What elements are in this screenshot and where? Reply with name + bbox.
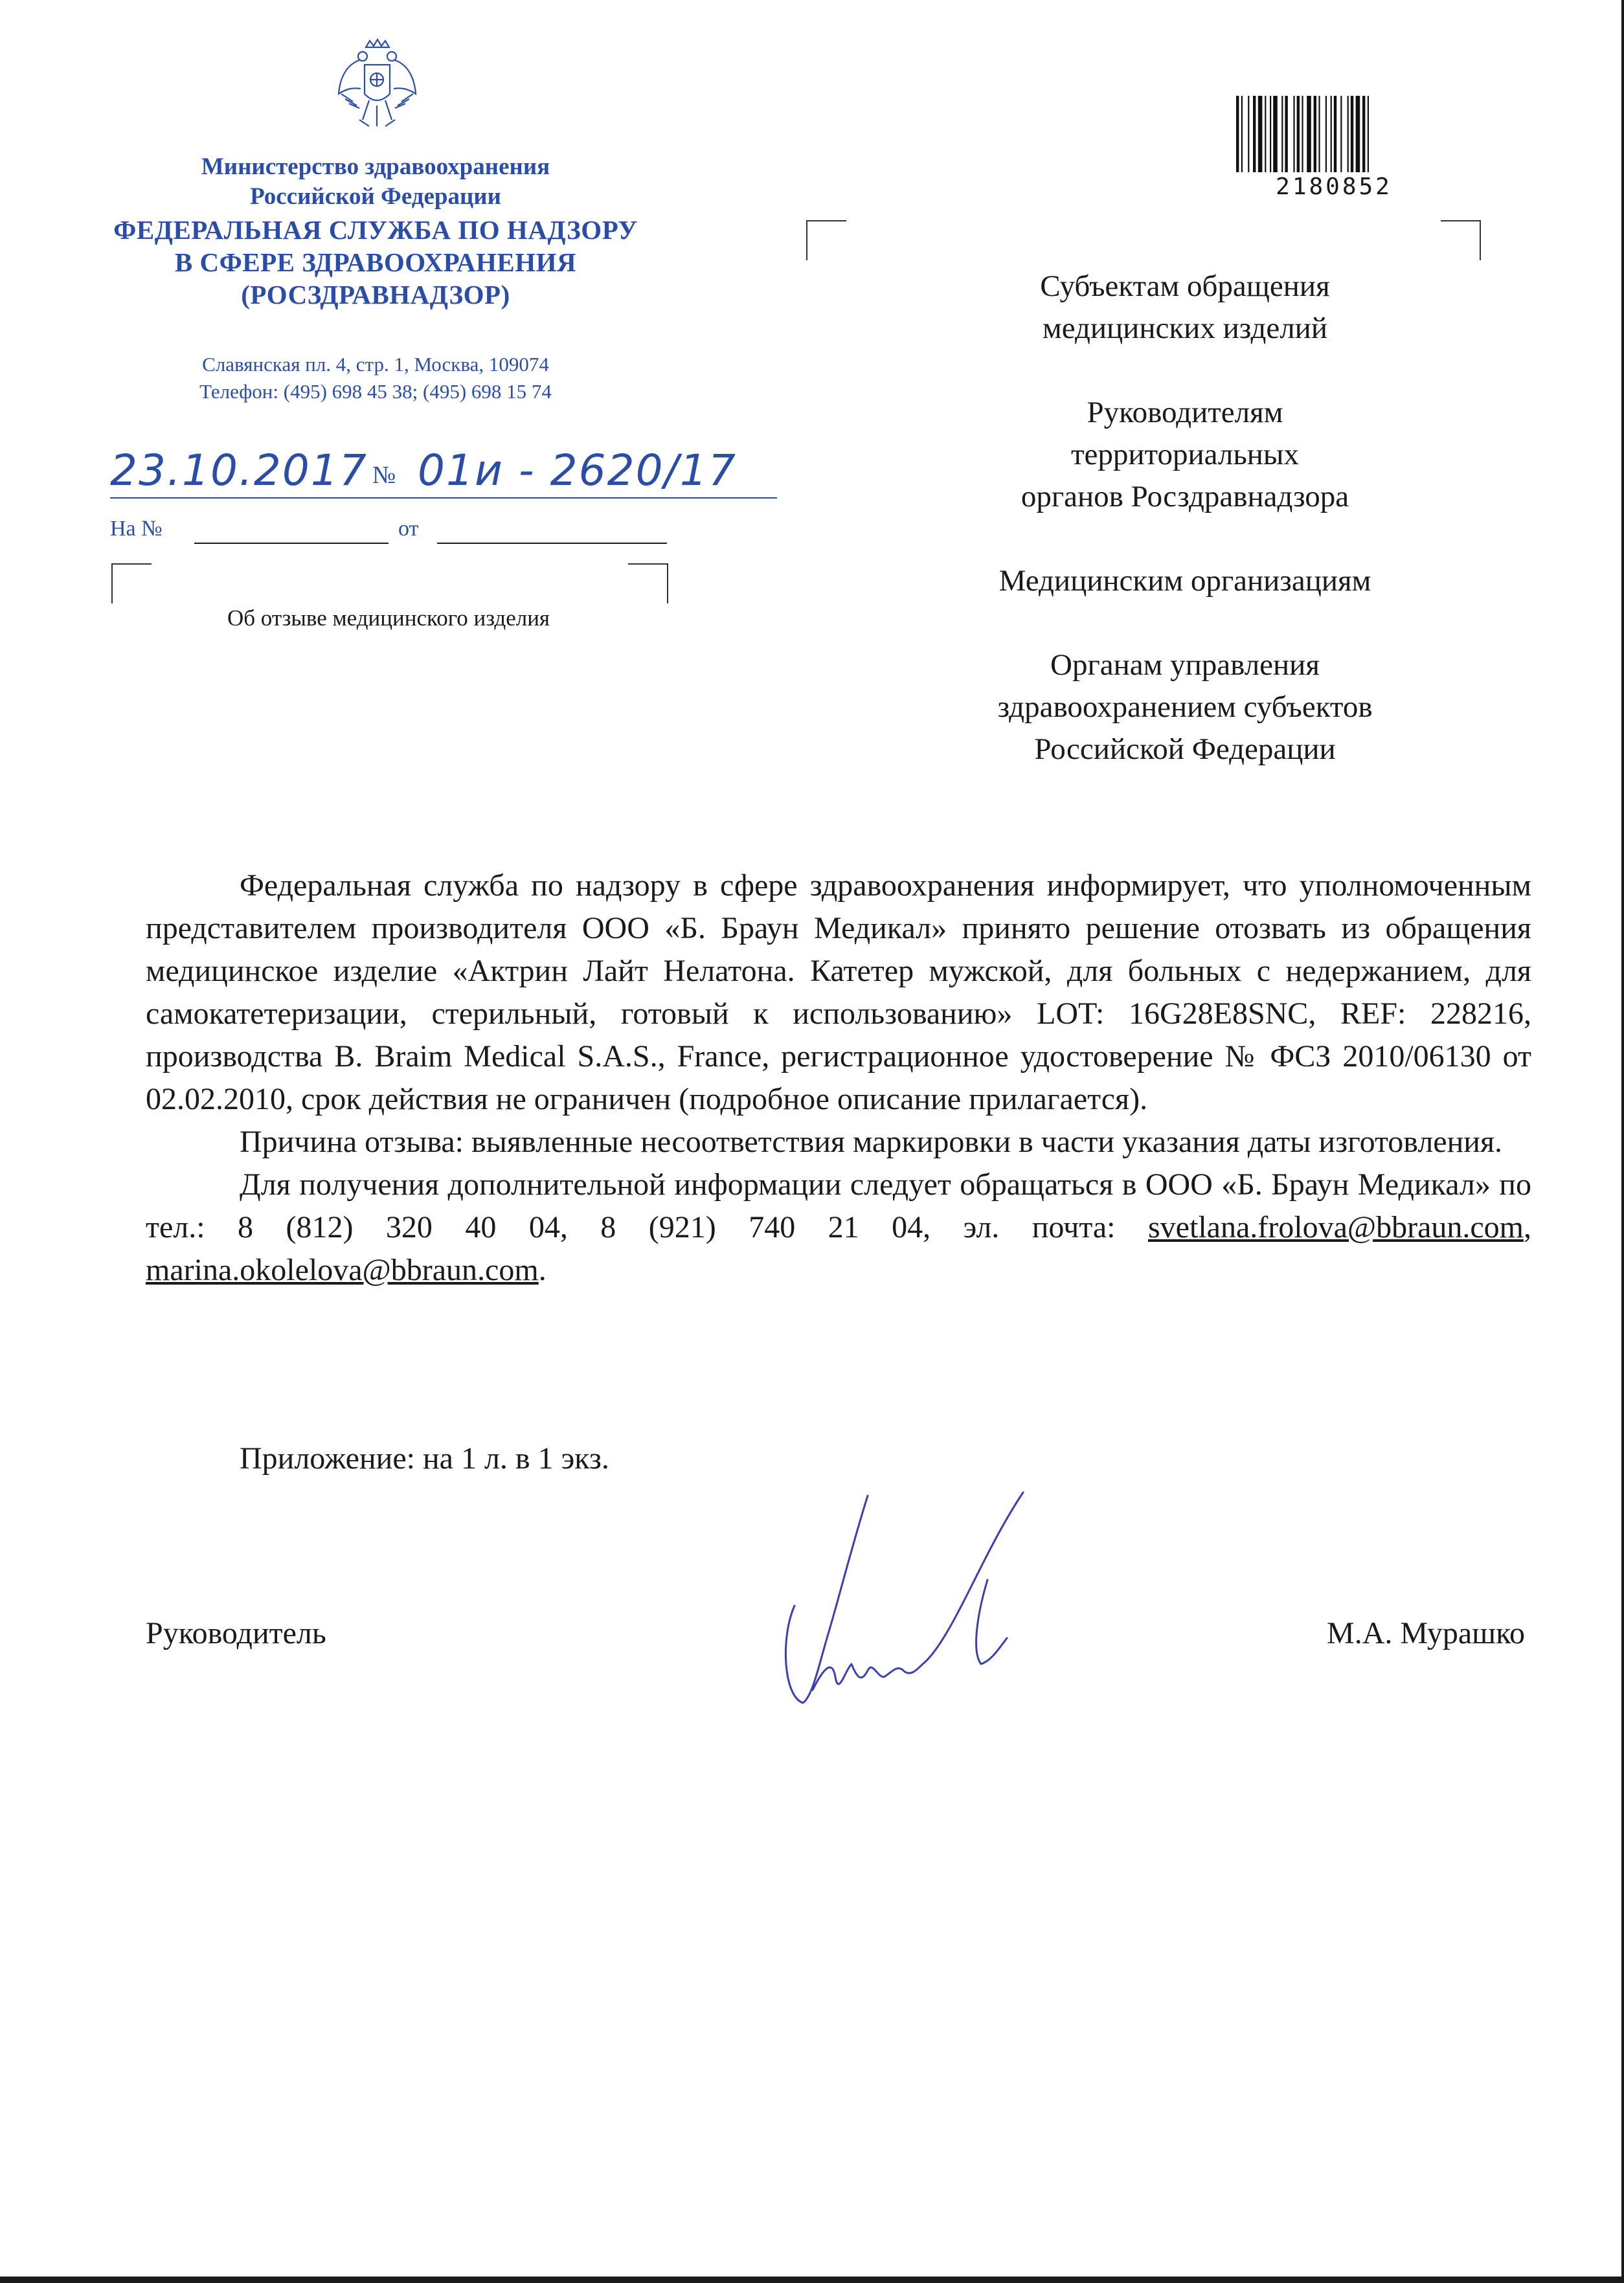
coat-of-arms-icon bbox=[333, 29, 421, 139]
addressee-line: здравоохранением субъектов bbox=[997, 690, 1373, 724]
barcode-bar bbox=[1307, 96, 1311, 172]
letter-subject: Об отзыве медицинского изделия bbox=[227, 605, 550, 631]
addressee-line: Российской Федерации bbox=[1034, 732, 1336, 766]
ministry-name bbox=[110, 152, 641, 212]
subject-corner-right bbox=[628, 563, 668, 603]
addressee-line: территориальных bbox=[1070, 438, 1300, 471]
agency-line-3: (РОСЗДРАВНАДЗОР) bbox=[241, 280, 510, 309]
addressee-block bbox=[894, 392, 1476, 518]
barcode-bar bbox=[1248, 96, 1249, 172]
email-link-frolova[interactable]: svetlana.frolova@bbraun.com bbox=[1148, 1210, 1524, 1244]
barcode-bar bbox=[1334, 96, 1336, 172]
body-paragraph-notice: Федеральная служба по надзору в сфере здравоохранения информирует, что уполномоченным представителем производителя ООО «Б. Браун Медикал» принято решение отозвать из обращения медицинское изделие «Актрин Лайт Нелатона. Катетер мужской, для больных с недержанием, для самокатетеризации, стерильный, готовый к использованию» LOT: 16G28E8SNC, REF: 228216, производства B. Braim Medical S.A.S., France, регистрационное удостоверение № ФСЗ 2010/06130 от 02.02.2010, срок действия не ограничен (подробное описание прилагается). bbox=[146, 868, 1531, 1116]
signer-name: М.А. Мурашко bbox=[1327, 1616, 1525, 1650]
registration-number: 01и - 2620/17 bbox=[418, 445, 737, 495]
registration-number-sign: № bbox=[372, 462, 396, 489]
addressee-block bbox=[894, 644, 1476, 770]
attachment-note: Приложение: на 1 л. в 1 экз. bbox=[240, 1441, 609, 1476]
reference-number-blank bbox=[194, 543, 389, 544]
agency-address bbox=[110, 351, 641, 405]
scan-edge-right bbox=[1621, 0, 1624, 2283]
contact-text: Для получения дополнительной информации следует обращаться в ООО «Б. Браун Медикал» по тел.: 8 (812) 320 40 04, 8 (921) 740 21 04, эл. почта: bbox=[146, 1167, 1531, 1244]
addressee-corner-right bbox=[1441, 220, 1481, 260]
addressee-line: Руководителям bbox=[1087, 396, 1283, 429]
reference-date-blank bbox=[437, 543, 667, 544]
body-paragraph-contact bbox=[146, 1164, 1531, 1292]
barcode-bar bbox=[1236, 96, 1239, 172]
phone-line: Телефон: (495) 698 45 38; (495) 698 15 74 bbox=[199, 380, 552, 403]
barcode-bar bbox=[1241, 96, 1243, 172]
letter-body bbox=[146, 864, 1531, 1292]
barcode-bar bbox=[1362, 96, 1365, 172]
addressee-block bbox=[894, 265, 1476, 350]
barcode-bar bbox=[1285, 96, 1287, 172]
registration-date: 23.10.2017 bbox=[110, 445, 368, 495]
reference-number-label: На № bbox=[110, 517, 163, 541]
contact-end: . bbox=[538, 1253, 547, 1287]
ministry-line-1: Министерство здравоохранения bbox=[201, 153, 550, 180]
addressee-line: Органам управления bbox=[1050, 648, 1320, 682]
barcode-bar bbox=[1253, 96, 1256, 172]
address-line: Славянская пл. 4, стр. 1, Москва, 109074 bbox=[202, 353, 549, 376]
subject-corner-left bbox=[111, 563, 152, 603]
barcode-bar bbox=[1368, 96, 1369, 172]
reference-from-label: от bbox=[398, 517, 419, 541]
email-separator: , bbox=[1524, 1210, 1532, 1244]
barcode-bar bbox=[1265, 96, 1266, 172]
barcode-bar bbox=[1314, 96, 1316, 172]
addressee-block bbox=[894, 560, 1476, 602]
barcode-bar bbox=[1297, 96, 1300, 172]
addressee-corner-left bbox=[806, 220, 846, 260]
addressee-line: Субъектам обращения bbox=[1040, 269, 1330, 303]
barcode-bar bbox=[1302, 96, 1303, 172]
registration-underline bbox=[110, 497, 777, 499]
barcode-bar bbox=[1348, 96, 1349, 172]
barcode-bar bbox=[1325, 96, 1327, 172]
addressee-line: органов Росздравнадзора bbox=[1021, 480, 1349, 513]
addressee-line: медицинских изделий bbox=[1042, 311, 1327, 345]
barcode-bar bbox=[1318, 96, 1320, 172]
signer-position: Руководитель bbox=[146, 1616, 326, 1650]
agency-line-1: ФЕДЕРАЛЬНАЯ СЛУЖБА ПО НАДЗОРУ bbox=[113, 215, 638, 245]
email-link-okolelova[interactable]: marina.okolelova@bbraun.com bbox=[146, 1253, 539, 1287]
barcode-bar bbox=[1293, 96, 1294, 172]
agency-line-2: В СФЕРЕ ЗДРАВООХРАНЕНИЯ bbox=[174, 247, 577, 277]
ministry-line-2: Российской Федерации bbox=[250, 183, 501, 210]
barcode-bar bbox=[1356, 96, 1360, 172]
agency-name bbox=[84, 214, 667, 311]
addressee-line: Медицинским организациям bbox=[998, 564, 1371, 598]
barcode-bar bbox=[1270, 96, 1271, 172]
barcode-bar bbox=[1258, 96, 1263, 172]
barcode-bar bbox=[1281, 96, 1283, 172]
barcode-bar bbox=[1340, 96, 1342, 172]
addressee-list bbox=[894, 265, 1476, 770]
handwritten-signature bbox=[774, 1483, 1111, 1716]
barcode-number: 2180852 bbox=[1276, 174, 1392, 200]
barcode-bar bbox=[1331, 96, 1332, 172]
barcode-icon bbox=[1234, 96, 1434, 172]
barcode-bar bbox=[1351, 96, 1353, 172]
barcode-bar bbox=[1273, 96, 1278, 172]
body-paragraph-reason: Причина отзыва: выявленные несоответствия маркировки в части указания даты изготовления. bbox=[240, 1125, 1503, 1159]
scan-edge-bottom bbox=[0, 2277, 1624, 2283]
